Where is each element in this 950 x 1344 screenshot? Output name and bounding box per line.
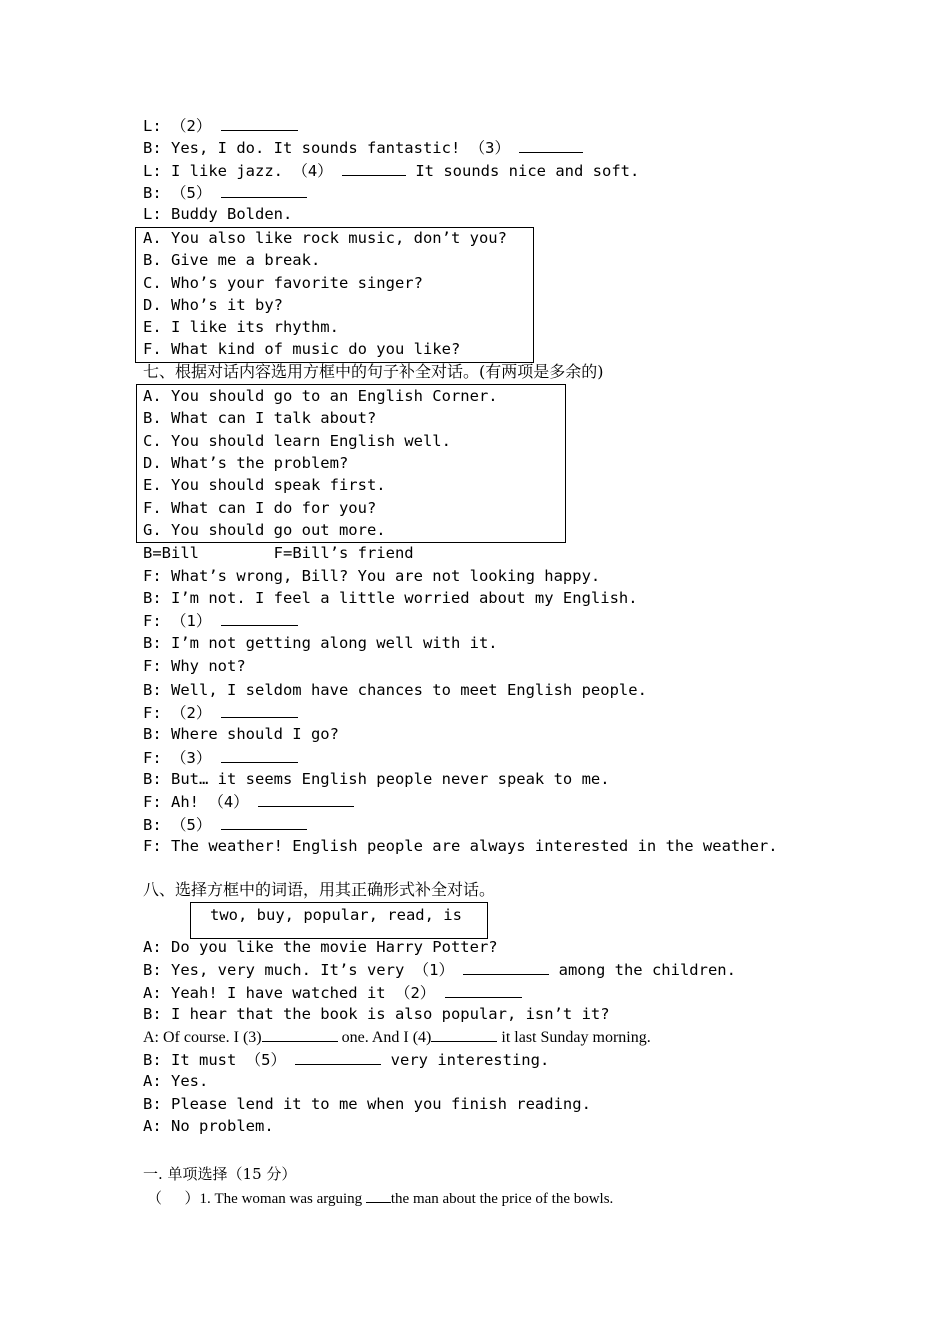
s1-title: 一. 单项选择（15 分）: [143, 1165, 297, 1183]
s7-blank-3[interactable]: [221, 747, 298, 763]
s8-title: 八、选择方框中的词语，用其正确形式补全对话。: [143, 880, 496, 899]
s8-dialog-line: A: Yes.: [143, 1072, 209, 1090]
s8-word-list: two, buy, popular, read, is: [210, 906, 462, 924]
s7-option-d: D. What’s the problem?: [143, 454, 349, 472]
s6-line-3: L: I like jazz. （4） It sounds nice and soft.: [143, 162, 640, 180]
s7-title: 七、根据对话内容选用方框中的句子补全对话。(有两项是多余的): [143, 362, 604, 381]
s6-line-2: B: Yes, I do. It sounds fantastic! （3）: [143, 137, 583, 158]
s6-option-c: C. Who’s your favorite singer?: [143, 274, 423, 292]
answer-paren[interactable]: （ ）: [147, 1191, 200, 1207]
s7-dialog-line: B: Where should I go?: [143, 725, 339, 743]
s7-dialog-line: F: （3）: [143, 747, 298, 768]
s7-option-b: B. What can I talk about?: [143, 409, 377, 427]
s7-role-f: F=Bill’s friend: [273, 544, 414, 562]
s8-blank-1[interactable]: [463, 959, 549, 975]
s6-blank-4[interactable]: [342, 160, 406, 176]
s6-option-e: E. I like its rhythm.: [143, 318, 339, 336]
s8-dialog-line: A: Of course. I (3) one. And I (4) it last Sunday morning.: [143, 1026, 651, 1048]
s8-dialog-line: B: Please lend it to me when you finish reading.: [143, 1095, 591, 1113]
s8-blank-3[interactable]: [262, 1026, 338, 1042]
s7-blank-1[interactable]: [221, 610, 298, 626]
s7-option-e: E. You should speak first.: [143, 476, 386, 494]
s6-blank-2[interactable]: [221, 115, 298, 131]
s7-dialog-line: F: （1）: [143, 610, 298, 631]
s7-dialog-line: F: Ah! （4）: [143, 791, 354, 812]
s8-blank-4[interactable]: [431, 1026, 497, 1042]
s7-option-f: F. What can I do for you?: [143, 499, 377, 517]
s6-option-f: F. What kind of music do you like?: [143, 340, 461, 358]
s8-dialog-line: B: It must （5） very interesting.: [143, 1051, 550, 1069]
s8-blank-5[interactable]: [295, 1049, 381, 1065]
s7-dialog-line: B: I’m not getting along well with it.: [143, 634, 498, 652]
s7-dialog-line: B: But… it seems English people never speak to me.: [143, 770, 610, 788]
s7-dialog-line: B: I’m not. I feel a little worried about my English.: [143, 589, 638, 607]
s8-dialog-line: B: Yes, very much. It’s very （1） among the children.: [143, 961, 736, 979]
s8-dialog-line: A: No problem.: [143, 1117, 274, 1135]
s8-dialog-line: B: I hear that the book is also popular, isn’t it?: [143, 1005, 610, 1023]
s7-role-b: B=Bill: [143, 544, 199, 562]
s7-option-c: C. You should learn English well.: [143, 432, 451, 450]
s6-option-a: A. You also like rock music, don’t you?: [143, 229, 507, 247]
s7-option-g: G. You should go out more.: [143, 521, 386, 539]
s7-blank-5[interactable]: [221, 814, 307, 830]
s7-dialog-line: B: Well, I seldom have chances to meet English people.: [143, 681, 647, 699]
s7-dialog-line: B: （5）: [143, 814, 307, 835]
s6-line-5: L: Buddy Bolden.: [143, 205, 293, 223]
s7-option-a: A. You should go to an English Corner.: [143, 387, 498, 405]
s6-line-1: L: （2）: [143, 115, 298, 136]
s7-dialog-line: F: The weather! English people are always interested in the weather.: [143, 837, 778, 855]
s7-dialog-line: F: Why not?: [143, 657, 246, 675]
s6-line-4: B: （5）: [143, 182, 307, 203]
s7-blank-4[interactable]: [258, 791, 354, 807]
s8-blank-2[interactable]: [445, 982, 522, 998]
s8-dialog-line: A: Do you like the movie Harry Potter?: [143, 938, 498, 956]
s6-option-d: D. Who’s it by?: [143, 296, 283, 314]
s6-blank-5[interactable]: [221, 182, 307, 198]
s6-option-b: B. Give me a break.: [143, 251, 321, 269]
s7-blank-2[interactable]: [221, 702, 298, 718]
s6-blank-3[interactable]: [519, 137, 583, 153]
s1-blank-1[interactable]: [366, 1189, 391, 1203]
s7-roles: [143, 543, 414, 563]
s7-dialog-line: F: What’s wrong, Bill? You are not looking happy.: [143, 567, 601, 585]
s7-dialog-line: F: （2）: [143, 702, 298, 723]
s8-dialog-line: A: Yeah! I have watched it （2）: [143, 982, 522, 1003]
s1-question-1: （ ）1. The woman was arguing the man about the price of the bowls.: [147, 1191, 614, 1207]
